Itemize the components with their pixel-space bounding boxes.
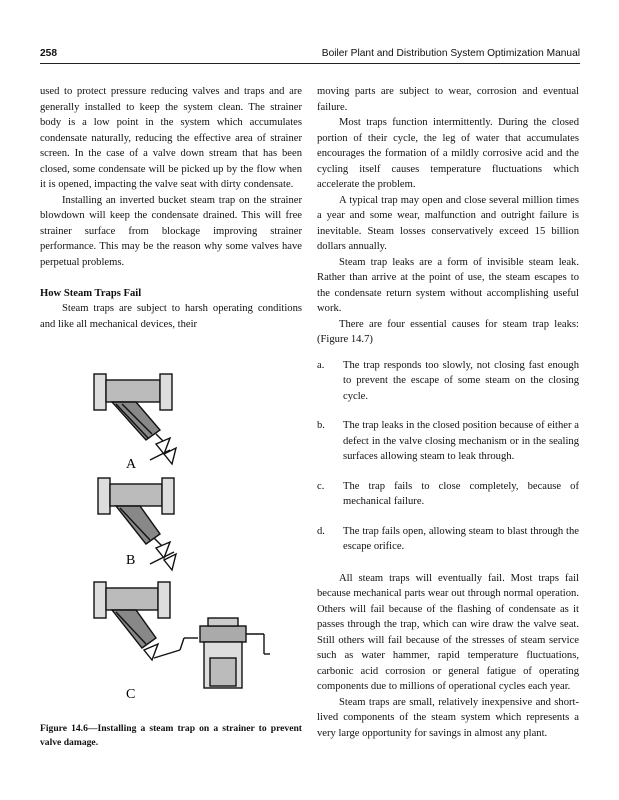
- list-item: [317, 418, 579, 465]
- figure-label-a: A: [126, 457, 137, 472]
- left-paragraph-1: used to protect pressure reducing valves and traps and are generally installed to keep the system clean. The strainer body is a low point in the system which accumulates condensate naturally, reducing the effective area of strainer screen. In the case of a valve down stream that has been closed, some condensate will be picked up by the flow when it is opened, impacting the valve seat with dirty condensate.: [40, 86, 302, 190]
- page-header: [40, 44, 580, 62]
- list-item-letter: a.: [317, 359, 325, 371]
- right-column: [317, 84, 579, 741]
- list-item-text: The trap fails to close completely, because of mechanical failure.: [343, 480, 579, 507]
- left-column: [40, 84, 302, 332]
- right-paragraph-3: A typical trap may open and close several million times a year and some wear, malfunction and outright failure is inevitable. Steam losses conservatively exceed 15 billion dollars annually.: [317, 194, 579, 252]
- figure-c-strainer-drawing: [94, 582, 198, 660]
- list-item-letter: c.: [317, 480, 325, 492]
- figure-a-strainer-drawing: [94, 374, 176, 464]
- header-rule: [40, 63, 580, 64]
- right-paragraph-5: There are four essential causes for steam trap leaks: (Figure 14.7): [317, 318, 579, 345]
- list-item: [317, 358, 579, 405]
- list-item-text: The trap fails open, allowing steam to blast through the escape orifice.: [343, 525, 579, 552]
- right-paragraph-2: Most traps function intermittently. During the closed portion of their cycle, the leg of water that accumulates encourages the formation of a mildly corrosive acid and the cycling itself causes temperature fluctuations which accelerate the problem.: [317, 117, 579, 190]
- right-paragraph-6: All steam traps will eventually fail. Most traps fail because mechanical parts wear out through normal operation. Others will fail because of the flashing of condensate as it passes through the trap, which can wire draw the valve seat. Still others will fail because of the stresses of steam service such as water hammer, rapid temperature fluctuations, carbonic acid corrosion or general fatigue of operating components due to millions of operational cycles each year.: [317, 572, 579, 692]
- running-title: Boiler Plant and Distribution System Optimization Manual: [321, 48, 580, 59]
- list-item-text: The trap leaks in the closed position because of either a defect in the valve closing mechanism or in the sealing surfaces allowing steam to leak through.: [343, 420, 579, 462]
- section-heading: How Steam Traps Fail: [40, 287, 142, 299]
- page-number: 258: [40, 48, 57, 59]
- inverted-bucket-trap-drawing: [200, 618, 270, 688]
- strainer-trap-figure: [60, 368, 320, 708]
- left-paragraph-3: Steam traps are subject to harsh operating conditions and like all mechanical devices, their: [40, 303, 302, 330]
- list-item: [317, 479, 579, 510]
- right-paragraph-1: moving parts are subject to wear, corrosion and eventual failure.: [317, 86, 579, 113]
- left-paragraph-2: Installing an inverted bucket steam trap on the strainer blowdown will keep the condensate drained. This will free strainer surface from blockage improving strainer performance. This may be the reason why some valves have perpetual problems.: [40, 194, 302, 268]
- right-paragraph-7: Steam traps are small, relatively inexpensive and short-lived components of the steam system which represents a very large opportunity for savings in almost any plant.: [317, 696, 579, 739]
- figure-b-strainer-drawing: [98, 478, 176, 570]
- failure-causes-list: [317, 358, 579, 555]
- right-paragraph-4: Steam trap leaks are a form of invisible steam leak. Rather than arrive at the point of use, the steam escapes to the condensate return system without accomplishing useful work.: [317, 256, 579, 314]
- figure-label-c: C: [126, 687, 136, 702]
- list-item-text: The trap responds too slowly, not closing fast enough to prevent the escape of some steam on the closing cycle.: [343, 359, 579, 402]
- list-item: [317, 524, 579, 555]
- list-item-letter: b.: [317, 420, 325, 431]
- figure-caption: Figure 14.6—Installing a steam trap on a strainer to prevent valve damage.: [40, 723, 302, 748]
- figure-label-b: B: [126, 553, 136, 568]
- list-item-letter: d.: [317, 525, 325, 537]
